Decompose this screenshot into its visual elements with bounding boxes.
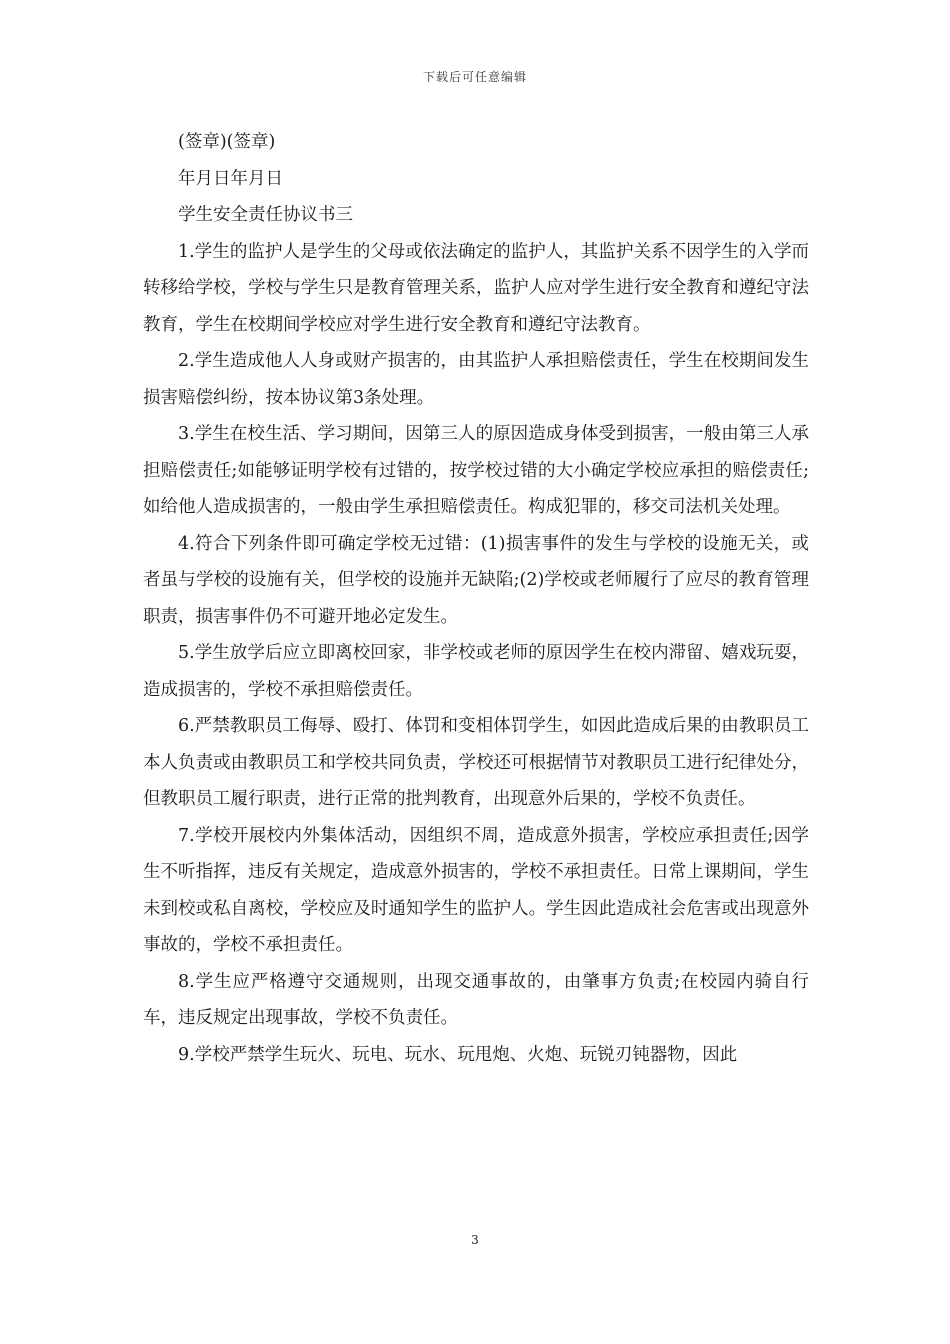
clause-1: 1.学生的监护人是学生的父母或依法确定的监护人，其监护关系不因学生的入学而转移给学校，学校与学生只是教育管理关系，监护人应对学生进行安全教育和遵纪守法教育，学生在校期间学校应对学生进行安全教育和遵纪守法教育。: [143, 241, 809, 335]
clause-4: 4.符合下列条件即可确定学校无过错：(1)损害事件的发生与学校的设施无关，或者虽与学校的设施有关，但学校的设施并无缺陷;(2)学校或老师履行了应尽的教育管理职责，损害事件仍不可避开地必定发生。: [143, 533, 809, 627]
clause-7: 7.学校开展校内外集体活动，因组织不周，造成意外损害，学校应承担责任;因学生不听指挥，违反有关规定，造成意外损害的，学校不承担责任。日常上课期间，学生未到校或私自离校，学校应及时通知学生的监护人。学生因此造成社会危害或出现意外事故的，学校不承担责任。: [143, 825, 809, 955]
clause-9: 9.学校严禁学生玩火、玩电、玩水、玩甩炮、火炮、玩锐刃钝器物，因此: [178, 1044, 738, 1065]
clause-3: 3.学生在校生活、学习期间，因第三人的原因造成身体受到损害，一般由第三人承担赔偿责任;如能够证明学校有过错的，按学校过错的大小确定学校应承担的赔偿责任;如给他人造成损害的，一般由学生承担赔偿责任。构成犯罪的，移交司法机关处理。: [143, 424, 809, 517]
clause-2: 2.学生造成他人人身或财产损害的，由其监护人承担赔偿责任，学生在校期间发生损害赔偿纠纷，按本协议第3条处理。: [143, 351, 809, 408]
page-number: 3: [471, 1233, 479, 1247]
page-header: 下载后可任意编辑: [422, 70, 527, 84]
section-title: 学生安全责任协议书三: [178, 205, 353, 225]
clause-5: 5.学生放学后应立即离校回家，非学校或老师的原因学生在校内滞留、嬉戏玩耍，造成损害的，学校不承担赔偿责任。: [143, 643, 809, 700]
document-body: [143, 124, 809, 1073]
clause-8: 8.学生应严格遵守交通规则，出现交通事故的，由肇事方负责;在校园内骑自行车，违反规定出现事故，学校不负责任。: [143, 971, 809, 1028]
clause-6: 6.严禁教职员工侮辱、殴打、体罚和变相体罚学生，如因此造成后果的由教职员工本人负责或由教职员工和学校共同负责，学校还可根据情节对教职员工进行纪律处分，但教职员工履行职责，进行正常的批判教育，出现意外后果的，学校不负责任。: [143, 716, 809, 809]
date-line: 年月日年月日: [178, 168, 283, 189]
signature-line: (签章)(签章): [178, 132, 276, 152]
